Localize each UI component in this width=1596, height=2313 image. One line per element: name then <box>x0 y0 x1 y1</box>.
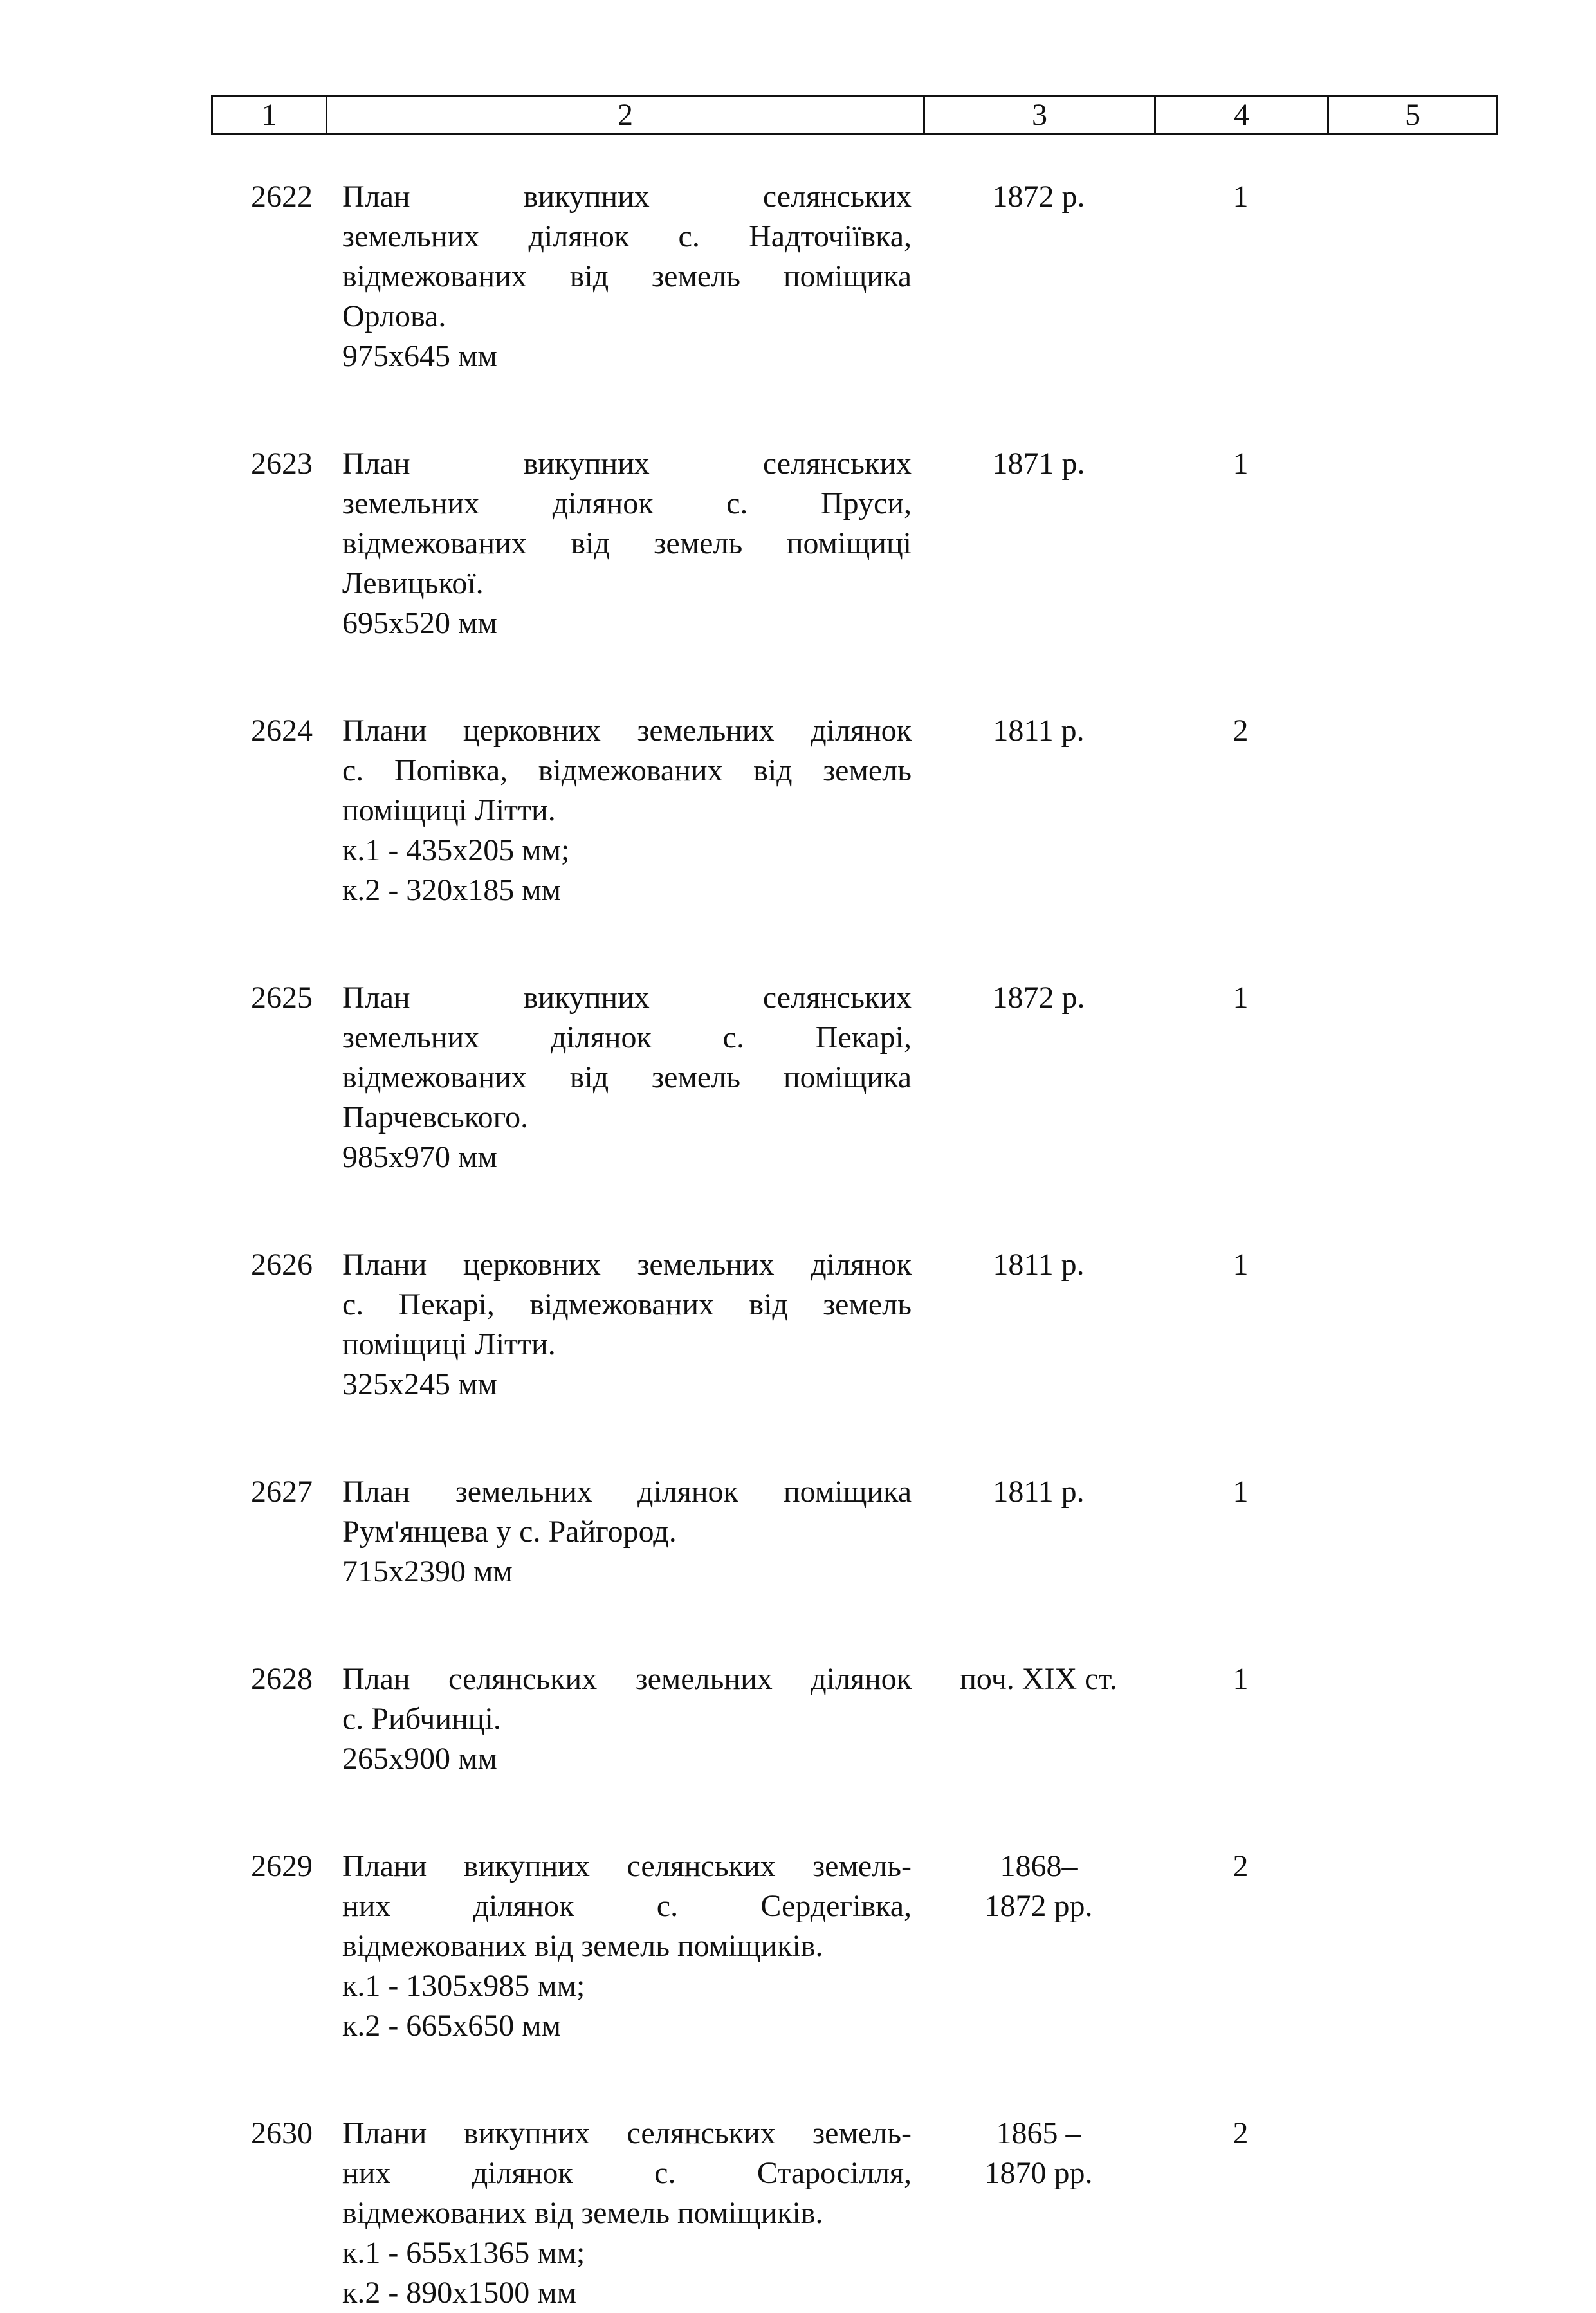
description-line: к.1 - 1305х985 мм; <box>342 1969 585 2003</box>
entry-count: 1 <box>1233 1662 1249 1696</box>
description-line: к.1 - 655х1365 мм; <box>342 2236 585 2270</box>
description-line: с. Рибчинці. <box>342 1702 501 1736</box>
list-item <box>211 1245 1498 1405</box>
entry-description <box>326 978 923 1177</box>
entry-count: 1 <box>1233 1248 1249 1282</box>
description-line: 985х970 мм <box>342 1140 497 1174</box>
entry-number: 2625 <box>251 981 313 1015</box>
description-line: Рум'янцева у с. Райгород. <box>342 1515 677 1549</box>
entry-date <box>923 1847 1154 1926</box>
entry-date <box>923 1659 1154 1699</box>
description-line: 715х2390 мм <box>342 1554 513 1589</box>
entry-description <box>326 444 923 643</box>
entry-count: 2 <box>1233 1849 1249 1883</box>
entry-date <box>923 1245 1154 1285</box>
header-col-4: 4 <box>1156 97 1329 133</box>
description-line: План викупних селянських <box>342 981 912 1015</box>
description-line: Плани викупних селянських земель- <box>342 1849 912 1883</box>
entry-date <box>923 2114 1154 2193</box>
entries-list <box>211 177 1498 2313</box>
description-line: них ділянок с. Сердегівка, <box>342 1889 912 1923</box>
entry-date <box>923 444 1154 484</box>
description-line: Парчевського. <box>342 1100 529 1134</box>
description-line: Орлова. <box>342 299 446 333</box>
entry-number: 2623 <box>251 447 313 481</box>
date-line: 1870 рр. <box>984 2156 1093 2190</box>
header-col-5: 5 <box>1405 98 1420 132</box>
description-line: к.2 - 890х1500 мм <box>342 2276 577 2310</box>
entry-date <box>923 711 1154 751</box>
entry-description <box>326 1245 923 1405</box>
description-line: відмежованих від земель поміщиків. <box>342 1929 823 1963</box>
description-line: відмежованих від земель поміщиків. <box>342 2196 823 2230</box>
list-item <box>211 1847 1498 2046</box>
list-item <box>211 1472 1498 1592</box>
entry-count: 2 <box>1233 2116 1249 2150</box>
entry-number: 2628 <box>251 1662 313 1696</box>
date-line: 1872 р. <box>992 981 1085 1015</box>
entry-description <box>326 177 923 376</box>
entry-number: 2622 <box>251 180 313 214</box>
date-line: 1811 р. <box>993 714 1085 748</box>
entry-number: 2626 <box>251 1248 313 1282</box>
list-item <box>211 711 1498 910</box>
date-line: поч. XIX ст. <box>960 1662 1117 1696</box>
date-line: 1872 р. <box>992 180 1085 214</box>
list-item <box>211 444 1498 643</box>
description-line: земельних ділянок с. Надточіївка, <box>342 219 912 253</box>
list-item <box>211 177 1498 376</box>
entry-number: 2627 <box>251 1475 313 1509</box>
description-line: с. Пекарі, відмежованих від земель <box>342 1287 912 1322</box>
entry-count: 1 <box>1233 981 1249 1015</box>
list-item <box>211 978 1498 1177</box>
description-line: с. Попівка, відмежованих від земель <box>342 753 912 788</box>
description-line: План селянських земельних ділянок <box>342 1662 912 1696</box>
description-line: них ділянок с. Старосілля, <box>342 2156 912 2190</box>
date-line: 1811 р. <box>993 1475 1085 1509</box>
entry-number: 2624 <box>251 714 313 748</box>
date-line: 1868– <box>1000 1849 1078 1883</box>
header-col-3: 3 <box>925 97 1156 133</box>
entry-number: 2629 <box>251 1849 313 1883</box>
entry-count: 2 <box>1233 714 1249 748</box>
entry-description <box>326 2114 923 2313</box>
date-line: 1871 р. <box>992 447 1085 481</box>
description-line: Плани церковних земельних ділянок <box>342 1248 912 1282</box>
entry-date <box>923 978 1154 1018</box>
entry-description <box>326 1659 923 1779</box>
header-col-1: 1 <box>213 97 327 133</box>
entry-description <box>326 1847 923 2046</box>
description-line: к.1 - 435х205 мм; <box>342 833 570 867</box>
entry-count: 1 <box>1233 1475 1249 1509</box>
list-item <box>211 1659 1498 1779</box>
entry-date <box>923 1472 1154 1512</box>
description-line: поміщиці Літти. <box>342 1327 556 1361</box>
description-line: Левицької. <box>342 566 484 600</box>
list-item <box>211 2114 1498 2313</box>
description-line: земельних ділянок с. Пекарі, <box>342 1020 912 1055</box>
header-col-2: 2 <box>327 97 925 133</box>
description-line: 975х645 мм <box>342 339 497 373</box>
description-line: відмежованих від земель поміщика <box>342 259 912 293</box>
description-line: План викупних селянських <box>342 447 912 481</box>
date-line: 1865 – <box>996 2116 1081 2150</box>
entry-number: 2630 <box>251 2116 313 2150</box>
description-line: 265х900 мм <box>342 1742 497 1776</box>
description-line: відмежованих від земель поміщика <box>342 1060 912 1094</box>
description-line: План викупних селянських <box>342 180 912 214</box>
description-line: Плани викупних селянських земель- <box>342 2116 912 2150</box>
table-header <box>211 95 1498 135</box>
entry-description <box>326 1472 923 1592</box>
entry-count: 1 <box>1233 180 1249 214</box>
description-line: відмежованих від земель поміщиці <box>342 526 912 560</box>
description-line: Плани церковних земельних ділянок <box>342 714 912 748</box>
description-line: поміщиці Літти. <box>342 793 556 827</box>
description-line: земельних ділянок с. Пруси, <box>342 486 912 521</box>
description-line: 325х245 мм <box>342 1367 497 1401</box>
entry-description <box>326 711 923 910</box>
description-line: к.2 - 320х185 мм <box>342 873 562 907</box>
description-line: к.2 - 665х650 мм <box>342 2009 562 2043</box>
date-line: 1872 рр. <box>984 1889 1093 1923</box>
description-line: 695х520 мм <box>342 606 497 640</box>
entry-count: 1 <box>1233 447 1249 481</box>
entry-date <box>923 177 1154 217</box>
description-line: План земельних ділянок поміщика <box>342 1475 912 1509</box>
date-line: 1811 р. <box>993 1248 1085 1282</box>
